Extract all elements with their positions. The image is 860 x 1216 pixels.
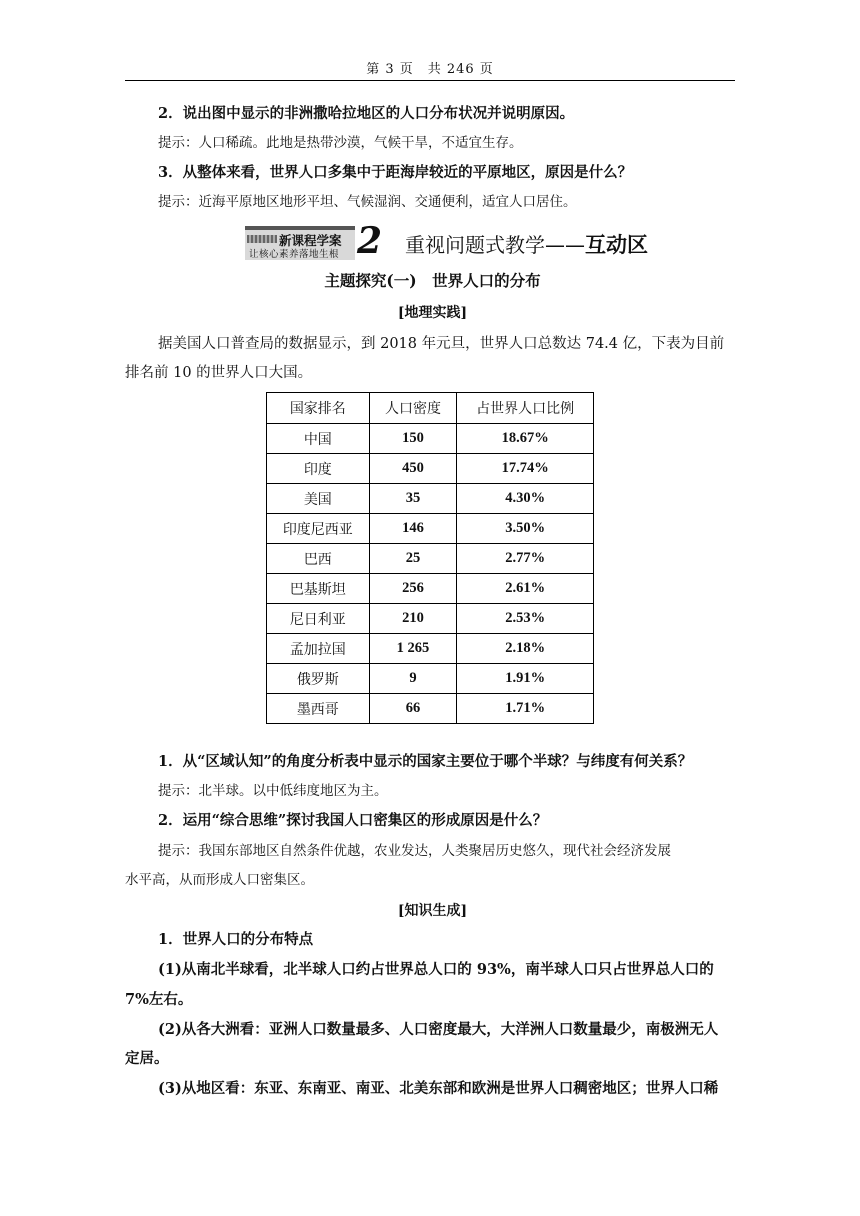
cell-density: 150	[369, 424, 457, 454]
table-row	[267, 604, 594, 634]
cell-share: 3.50%	[457, 514, 594, 544]
table-row	[267, 484, 594, 514]
cell-share: 4.30%	[457, 484, 594, 514]
banner-number: 2	[357, 220, 383, 262]
table-row	[267, 514, 594, 544]
header-rule	[125, 80, 735, 81]
cell-share: 2.53%	[457, 604, 594, 634]
cell-density: 9	[369, 664, 457, 694]
table-row	[267, 424, 594, 454]
hint-synthesis-line2: 水平高，从而形成人口密集区。	[125, 872, 314, 888]
header-country: 国家排名	[267, 393, 370, 424]
cell-density: 66	[369, 694, 457, 724]
header-share: 占世界人口比例	[457, 393, 594, 424]
cell-country: 墨西哥	[267, 694, 370, 724]
table-row	[267, 694, 594, 724]
cell-country: 印度	[267, 454, 370, 484]
knowledge-p2-line2: 定居。	[125, 1050, 169, 1067]
cell-country: 俄罗斯	[267, 664, 370, 694]
cell-country: 美国	[267, 484, 370, 514]
hint-region: 提示：北半球。以中低纬度地区为主。	[158, 783, 388, 799]
cell-country: 巴西	[267, 544, 370, 574]
cell-country: 尼日利亚	[267, 604, 370, 634]
cell-density: 146	[369, 514, 457, 544]
banner-title-prefix: 重视问题式教学——	[405, 233, 585, 257]
question-3: 3．从整体来看，世界人口多集中于距海岸较近的平原地区，原因是什么？	[158, 164, 633, 181]
header-density: 人口密度	[369, 393, 457, 424]
cell-share: 18.67%	[457, 424, 594, 454]
hint-synthesis-line1: 提示：我国东部地区自然条件优越，农业发达，人类聚居历史悠久，现代社会经济发展	[158, 843, 671, 859]
cell-density: 256	[369, 574, 457, 604]
cell-density: 450	[369, 454, 457, 484]
hint-2: 提示：人口稀疏。此地是热带沙漠，气候干旱，不适宜生存。	[158, 135, 523, 151]
knowledge-p2-line1: (2)从各大洲看：亚洲人口数量最多、人口密度最大，大洋洲人口数量最少，南极洲无人	[158, 1021, 719, 1038]
banner-title	[405, 229, 648, 259]
cell-share: 17.74%	[457, 454, 594, 484]
cell-share: 2.18%	[457, 634, 594, 664]
intro-paragraph-line2: 排名前 10 的世界人口大国。	[125, 365, 313, 381]
table-row	[267, 574, 594, 604]
table-row	[267, 634, 594, 664]
cell-share: 1.71%	[457, 694, 594, 724]
practice-heading: [地理实践]	[397, 305, 468, 321]
banner-label-box	[245, 226, 355, 260]
table-row	[267, 664, 594, 694]
question-synthesis: 2．运用“综合思维”探讨我国人口密集区的形成原因是什么？	[158, 812, 548, 829]
banner-title-emphasis: 互动区	[585, 233, 648, 257]
topic-title: 主题探究(一) 世界人口的分布	[324, 271, 541, 290]
question-2: 2．说出图中显示的非洲撒哈拉地区的人口分布状况并说明原因。	[158, 105, 575, 122]
cell-country: 孟加拉国	[267, 634, 370, 664]
knowledge-heading: [知识生成]	[397, 903, 468, 919]
cell-country: 巴基斯坦	[267, 574, 370, 604]
table-row	[267, 544, 594, 574]
hint-3: 提示：近海平原地区地形平坦、气候湿润、交通便利，适宜人口居住。	[158, 194, 577, 210]
cell-country: 印度尼西亚	[267, 514, 370, 544]
knowledge-p3-line1: (3)从地区看：东亚、东南亚、南亚、北美东部和欧洲是世界人口稠密地区；世界人口稀	[158, 1080, 719, 1097]
knowledge-title: 1．世界人口的分布特点	[158, 931, 314, 948]
section-banner	[245, 220, 665, 262]
population-table	[266, 392, 594, 724]
intro-paragraph-line1: 据美国人口普查局的数据显示，到 2018 年元旦，世界人口总数达 74.4 亿，下表为目前	[158, 336, 725, 352]
banner-label-top: 新课程学案	[279, 233, 342, 248]
knowledge-p1-line1: (1)从南北半球看，北半球人口约占世界总人口的 93%，南半球人口只占世界总人口的	[158, 961, 714, 978]
table-header-row	[267, 393, 594, 424]
cell-density: 25	[369, 544, 457, 574]
knowledge-p1-line2: 7%左右。	[125, 991, 193, 1008]
cell-density: 35	[369, 484, 457, 514]
cell-country: 中国	[267, 424, 370, 454]
cell-density: 1 265	[369, 634, 457, 664]
cell-share: 1.91%	[457, 664, 594, 694]
question-region: 1．从“区域认知”的角度分析表中显示的国家主要位于哪个半球？与纬度有何关系？	[158, 753, 693, 770]
cell-share: 2.77%	[457, 544, 594, 574]
cell-share: 2.61%	[457, 574, 594, 604]
banner-stripe	[247, 235, 277, 243]
banner-label-bottom: 让核心素养落地生根	[249, 249, 340, 260]
table-row	[267, 454, 594, 484]
cell-density: 210	[369, 604, 457, 634]
page-header: 第 3 页 共 246 页	[366, 62, 494, 77]
